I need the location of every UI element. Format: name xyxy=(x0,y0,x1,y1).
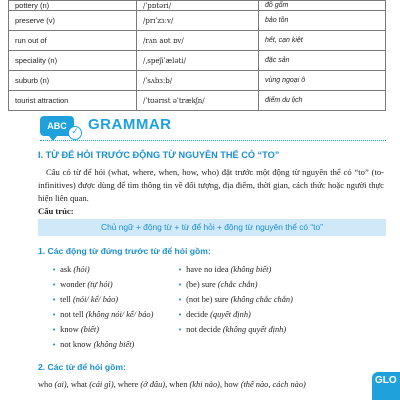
wh-word: what xyxy=(70,380,88,389)
check-icon: ✓ xyxy=(68,126,82,140)
list-item xyxy=(52,322,153,337)
vocab-ipa: /ˈpɒtəri/ xyxy=(137,1,259,11)
verb-en: ask xyxy=(60,265,72,274)
vocab-ipa: /prɪˈzɜːv/ xyxy=(137,11,259,31)
list-item xyxy=(178,292,293,307)
vocab-ipa: /ˈtʊərɪst əˈtrækʃn/ xyxy=(137,91,259,111)
verb-vn: (không chắc chắn) xyxy=(230,295,293,304)
verb-en: decide xyxy=(186,310,208,319)
vocab-meaning: bảo tồn xyxy=(259,11,386,31)
list-item xyxy=(52,307,153,322)
verb-en: not decide xyxy=(186,325,221,334)
verb-vn: (nói/ kể/ bảo) xyxy=(72,295,119,304)
wh-word: who xyxy=(38,380,53,389)
list-item xyxy=(178,277,293,292)
section-title-1: I. TỪ ĐỂ HỎI TRƯỚC ĐỘNG TỪ NGUYÊN THỂ CÓ “TO” xyxy=(38,150,280,160)
wh-word-meaning: (cái gì) xyxy=(89,380,114,389)
vocab-row xyxy=(9,91,386,111)
vocab-meaning: đặc sản xyxy=(259,51,386,71)
verb-vn: (không biết) xyxy=(93,340,135,349)
verb-vn: (không quyết định) xyxy=(222,325,287,334)
subsection-title-verbs: 1. Các động từ đứng trước từ để hỏi gồm: xyxy=(38,246,211,256)
verb-list-left xyxy=(52,262,153,352)
verb-vn: (hỏi) xyxy=(73,265,90,274)
list-item xyxy=(178,307,293,322)
list-item xyxy=(52,277,153,292)
verb-en: wonder xyxy=(60,280,86,289)
wh-word-meaning: (khi nào) xyxy=(189,380,220,389)
vocab-ipa: /rʌn aʊt ɒv/ xyxy=(137,31,259,51)
verb-list-right xyxy=(178,262,293,337)
verb-en: not know xyxy=(60,340,92,349)
verb-en: not tell xyxy=(60,310,84,319)
wh-words-line: who (ai), what (cái gì), where (ở đâu), when (khi nào), how (thế nào, cách nào) xyxy=(38,380,306,389)
grammar-title: GRAMMAR xyxy=(88,116,172,133)
list-item xyxy=(52,292,153,307)
subsection-title-wh: 2. Các từ để hỏi gồm: xyxy=(38,362,126,372)
verb-en: know xyxy=(60,325,79,334)
verb-en: tell xyxy=(60,295,71,304)
vocab-row xyxy=(9,1,386,11)
list-item xyxy=(178,262,293,277)
wh-word: how xyxy=(224,380,239,389)
vocabulary-table-body xyxy=(9,1,386,111)
vocab-word: run out of xyxy=(9,31,137,51)
structure-label: Cấu trúc: xyxy=(38,206,74,216)
wh-word-meaning: (ở đâu) xyxy=(140,380,166,389)
wh-word: when xyxy=(169,380,188,389)
verb-vn: (không nói/ kể/ bảo) xyxy=(85,310,154,319)
vocab-meaning: đồ gốm xyxy=(259,1,386,11)
vocab-word: suburb (n) xyxy=(9,71,137,91)
vocab-word: pottery (n) xyxy=(9,1,137,11)
verb-vn: (quyết định) xyxy=(210,310,251,319)
list-item xyxy=(52,262,153,277)
abc-badge-icon: ABC xyxy=(40,116,74,136)
vocabulary-table xyxy=(8,0,386,111)
vocab-meaning: hết, cạn kiệt xyxy=(259,31,386,51)
vocab-word: tourist attraction xyxy=(9,91,137,111)
verb-vn: (tự hỏi) xyxy=(87,280,113,289)
grammar-header xyxy=(38,114,386,140)
intro-paragraph-text: Câu có từ để hỏi (what, where, when, how, who) đặt trước một động từ nguyên thể có “to” (to-infinitives) được dùng để tìm thông tin về đối tượng, địa điểm, thời gian, cách thức hoặc người thực hiện liên quan. xyxy=(38,167,384,203)
vocab-row xyxy=(9,11,386,31)
vocab-row xyxy=(9,51,386,71)
list-item xyxy=(52,337,153,352)
vocab-word: speciality (n) xyxy=(9,51,137,71)
structure-formula: Chủ ngữ + động từ + từ để hỏi + động từ nguyên thể có “to” xyxy=(38,219,386,236)
wh-word: where xyxy=(117,380,139,389)
verb-vn: (biết) xyxy=(80,325,99,334)
wh-word-meaning: (ai) xyxy=(54,380,67,389)
verb-en: (not be) sure xyxy=(186,295,229,304)
intro-paragraph xyxy=(38,166,384,205)
verb-en: (be) sure xyxy=(186,280,216,289)
list-item xyxy=(178,322,293,337)
side-tab-label: GLO xyxy=(375,375,397,386)
grammar-divider xyxy=(40,140,386,141)
wh-word-meaning: (thế nào, cách nào) xyxy=(240,380,306,389)
vocab-meaning: vùng ngoại ô xyxy=(259,71,386,91)
vocab-row xyxy=(9,31,386,51)
verb-en: have no idea xyxy=(186,265,229,274)
vocab-ipa: /ˈsʌbɜːb/ xyxy=(137,71,259,91)
vocab-meaning: điểm du lịch xyxy=(259,91,386,111)
vocab-word: preserve (v) xyxy=(9,11,137,31)
verb-vn: (không biết) xyxy=(230,265,272,274)
vocab-row xyxy=(9,71,386,91)
verb-vn: (chắc chắn) xyxy=(217,280,258,289)
vocab-ipa: /ˌspeʃiˈæləti/ xyxy=(137,51,259,71)
side-tab xyxy=(372,372,400,400)
